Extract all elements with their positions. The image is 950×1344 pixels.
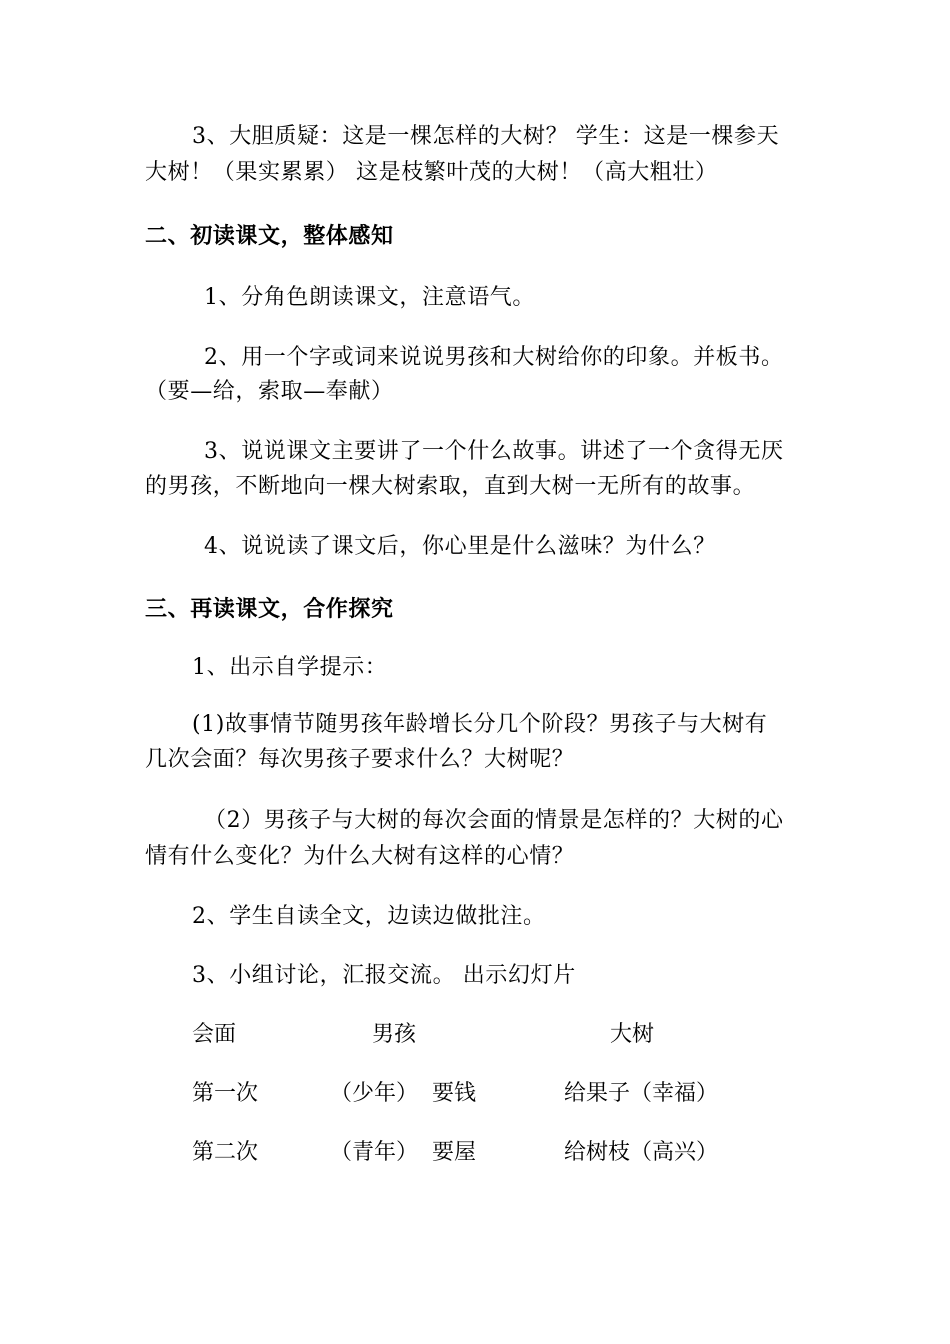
section-heading-3: 三、再读课文，合作探究 (145, 596, 394, 622)
prompt-1-line-1: (1)故事情节随男孩年龄增长分几个阶段？男孩子与大树有 (192, 712, 768, 737)
prompt-1-line-2: 几次会面？每次男孩子要求什么？大树呢？ (145, 747, 575, 772)
table-row-2-boy: 要屋 (432, 1140, 477, 1165)
table-row-1-tree: 给果子（幸福） (564, 1081, 719, 1106)
prompt-2-line-1: （2）男孩子与大树的每次会面的情景是怎样的？大树的心 (204, 808, 784, 833)
item-2-2-line-2: （要—给，索取—奉献） (145, 379, 394, 404)
table-header-meet: 会面 (192, 1022, 237, 1047)
table-header-tree: 大树 (610, 1022, 655, 1047)
table-row-1-age: （少年） (330, 1081, 419, 1106)
table-row-1-boy: 要钱 (432, 1081, 477, 1106)
item-2-3-line-1: 3、说说课文主要讲了一个什么故事。讲述了一个贪得无厌 (204, 439, 784, 464)
paragraph-3-line-1: 3、大胆质疑：这是一棵怎样的大树？ 学生：这是一棵参天 (192, 124, 780, 149)
item-2-3-line-2: 的男孩，不断地向一棵大树索取，直到大树一无所有的故事。 (145, 474, 756, 499)
section-heading-2: 二、初读课文，整体感知 (145, 223, 394, 249)
table-header-boy: 男孩 (372, 1022, 417, 1047)
item-3-2: 2、学生自读全文，边读边做批注。 (192, 904, 546, 929)
item-3-1: 1、出示自学提示： (192, 655, 388, 680)
table-row-2-tree: 给树枝（高兴） (564, 1140, 719, 1165)
table-row-1-meet: 第一次 (192, 1081, 259, 1106)
prompt-2-line-2: 情有什么变化？为什么大树有这样的心情？ (145, 844, 575, 869)
item-2-4: 4、说说读了课文后，你心里是什么滋味？为什么？ (204, 534, 716, 559)
item-2-1: 1、分角色朗读课文，注意语气。 (204, 285, 535, 310)
item-3-3: 3、小组讨论，汇报交流。 出示幻灯片 (192, 963, 576, 988)
table-row-2-age: （青年） (330, 1140, 419, 1165)
item-2-2-line-1: 2、用一个字或词来说说男孩和大树给你的印象。并板书。 (204, 345, 784, 370)
paragraph-3-line-2: 大树！（果实累累） 这是枝繁叶茂的大树！（高大粗壮） (145, 160, 718, 185)
table-row-2-meet: 第二次 (192, 1140, 259, 1165)
